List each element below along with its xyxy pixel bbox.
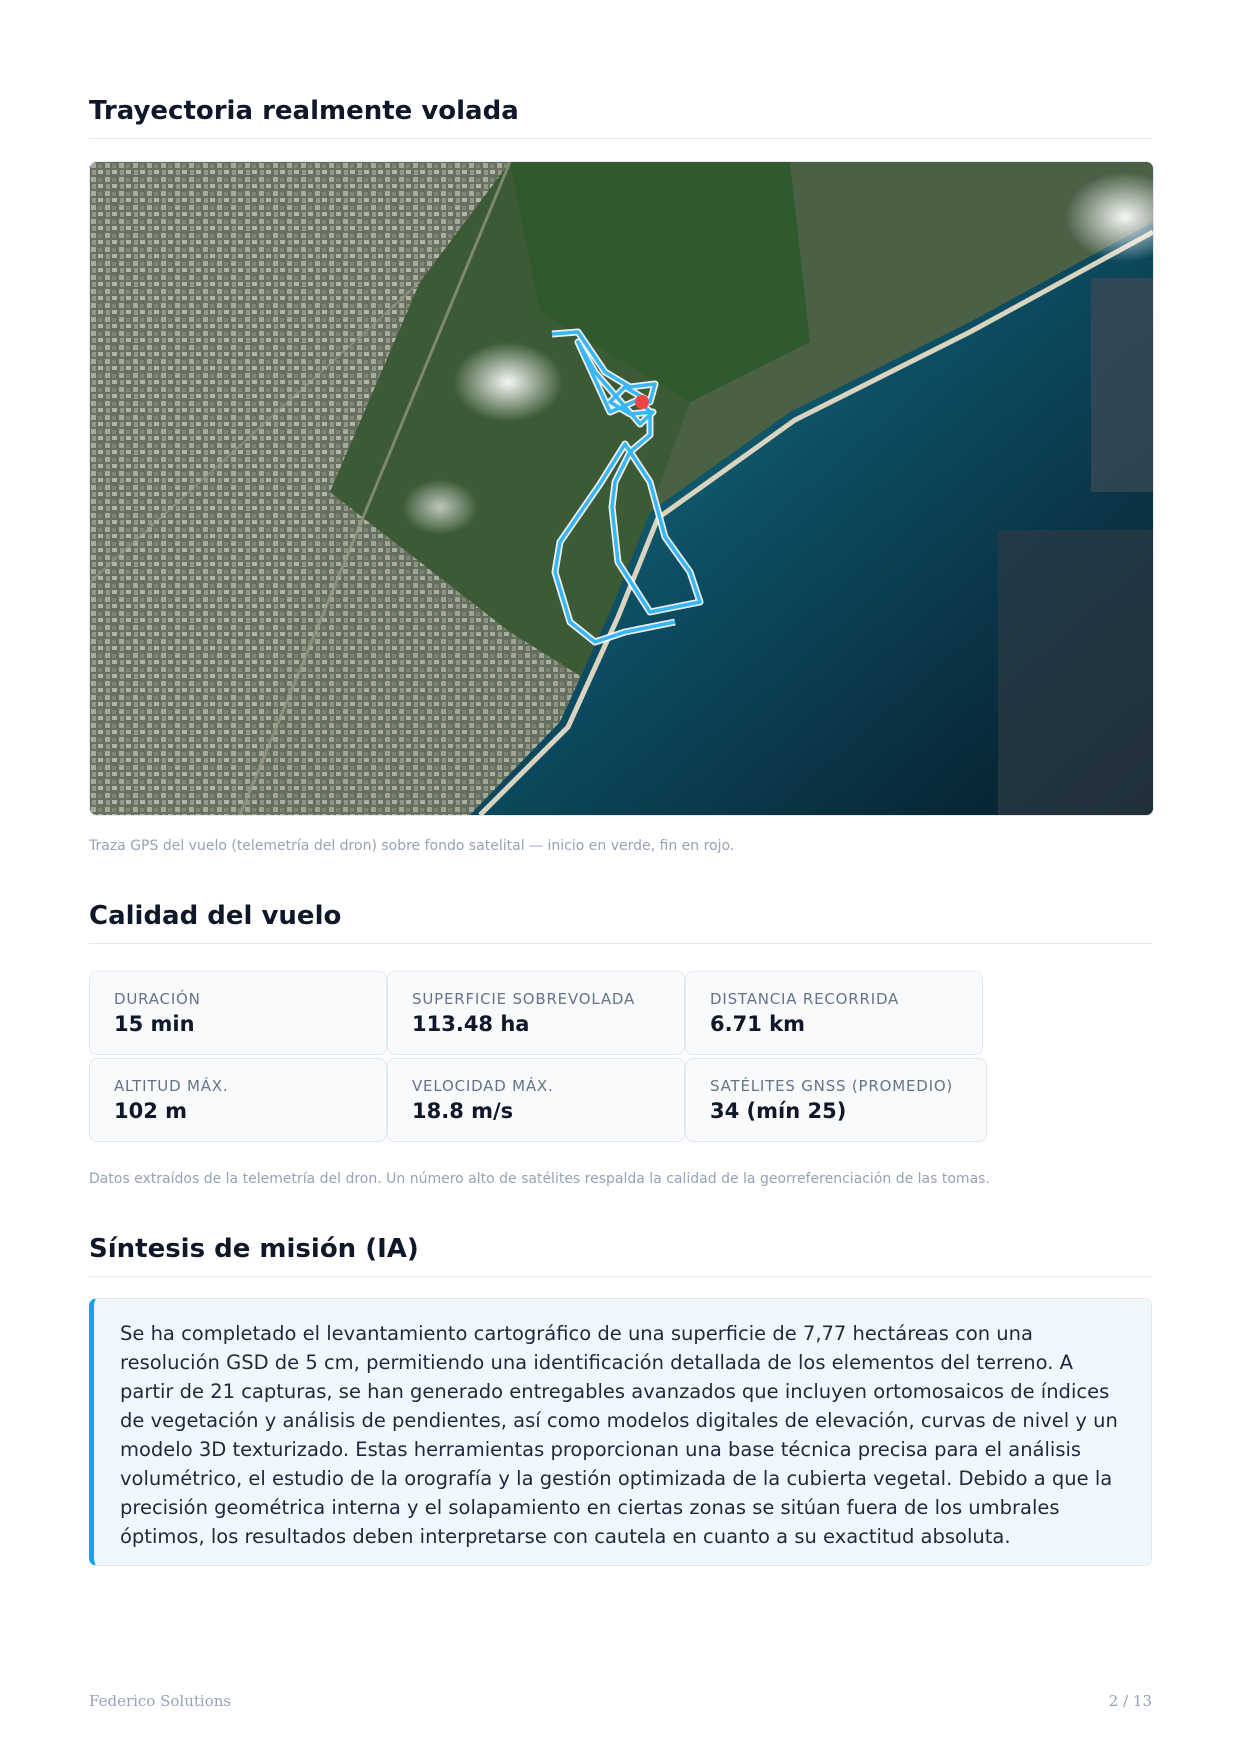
cloud (402, 479, 478, 535)
quality-section-title: Calidad del vuelo (89, 901, 1152, 944)
kpi-value: 18.8 m/s (412, 1099, 514, 1123)
kpi-label: DISTANCIA RECORRIDA (710, 990, 900, 1008)
kpi-value: 15 min (114, 1012, 195, 1036)
map-caption: Traza GPS del vuelo (telemetría del dron) sobre fondo satelital — inicio en verde, fin en rojo. (89, 838, 735, 854)
flight-map (89, 161, 1154, 816)
cloud (453, 342, 563, 422)
footer-company: Federico Solutions (89, 1692, 232, 1710)
trajectory-section-title: Trayectoria realmente volada (89, 96, 1152, 139)
kpi-value: 102 m (114, 1099, 188, 1123)
kpi-note: Datos extraídos de la telemetría del dron. Un número alto de satélites respalda la calidad de la georreferenciación de las tomas. (89, 1171, 990, 1187)
kpi-card-duration (89, 971, 387, 1055)
kpi-value: 113.48 ha (412, 1012, 530, 1036)
kpi-label: ALTITUD MÁX. (114, 1077, 229, 1095)
synthesis-section-title: Síntesis de misión (IA) (89, 1234, 1152, 1277)
kpi-card-surface (387, 971, 685, 1055)
kpi-label: SUPERFICIE SOBREVOLADA (412, 990, 636, 1008)
satellite-map-svg (90, 162, 1153, 815)
kpi-value: 6.71 km (710, 1012, 805, 1036)
imagery-patch (998, 530, 1153, 815)
flight-end-marker (635, 395, 649, 409)
kpi-label: VELOCIDAD MÁX. (412, 1077, 554, 1095)
kpi-label: SATÉLITES GNSS (PROMEDIO) (710, 1077, 954, 1095)
imagery-patch (1091, 278, 1153, 492)
footer-page-number: 2 / 13 (1108, 1692, 1152, 1710)
kpi-card-satellites (685, 1058, 987, 1142)
kpi-value: 34 (mín 25) (710, 1099, 847, 1123)
kpi-label: DURACIÓN (114, 990, 201, 1008)
kpi-card-speed (387, 1058, 685, 1142)
kpi-card-altitude (89, 1058, 387, 1142)
mission-summary: Se ha completado el levantamiento cartográfico de una superficie de 7,77 hectáreas con una resolución GSD de 5 cm, permitiendo una identificación detallada de los elementos del terreno. A partir de 21 capturas, se han generado entregables avanzados que incluyen ortomosaicos de índices de vegetación y análisis de pendientes, así como modelos digitales de elevación, curvas de nivel y un modelo 3D texturizado. Estas herramientas proporcionan una base técnica precisa para el análisis volumétrico, el estudio de la orografía y la gestión optimizada de la cubierta vegetal. Debido a que la precisión geométrica interna y el solapamiento en ciertas zonas se sitúan fuera de los umbrales óptimos, los resultados deben interpretarse con cautela en cuanto a su exactitud absoluta. (89, 1298, 1152, 1566)
kpi-card-distance (685, 971, 983, 1055)
kpi-grid (89, 971, 1152, 1146)
